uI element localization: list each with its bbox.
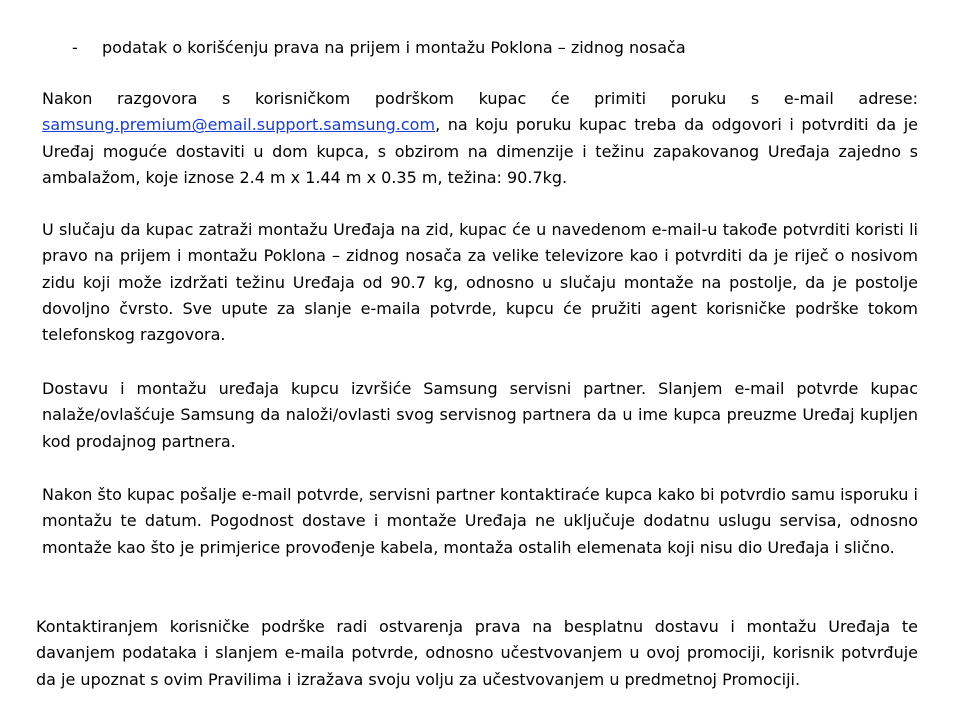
paragraph1-text-start: Nakon razgovora s korisničkom podrškom kupac će primiti poruku s e-mail adrese: bbox=[42, 89, 918, 108]
email-link[interactable]: samsung.premium@email.support.samsung.com bbox=[42, 115, 436, 135]
paragraph-delivery: Dostavu i montažu uređaja kupcu izvršiće Samsung servisni partner. Slanjem e-mail potvrde kupac nalaže/ovlašćuje Samsung da naloži/ovlasti svog servisnog partnera da u ime kupca preuzme Uređaj kupljen kod prodajnog partnera. bbox=[42, 379, 918, 451]
paragraph-consent: Kontaktiranjem korisničke podrške radi ostvarenja prava na besplatnu dostavu i montažu Uređaja te davanjem podataka i slanjem e-maila potvrde, odnosno učestvovanjem u ovoj promociji, korisnik potvrđuje da je upoznat s ovim Pravilima i izražava svoju volju za učestvovanjem u predmetnoj Promociji. bbox=[36, 617, 918, 689]
bullet-text: podatak o korišćenju prava na prijem i montažu Poklona – zidnog nosača bbox=[102, 38, 686, 57]
bullet-item bbox=[72, 36, 686, 60]
paragraph-contact-support bbox=[42, 86, 918, 191]
paragraph-wall-mount: U slučaju da kupac zatraži montažu Uređaja na zid, kupac će u navedenom e-mail-u takođe potvrditi koristi li pravo na prijem i montažu Poklona – zidnog nosača za velike televizore kao i potvrditi da je riječ o nosivom zidu koji može izdržati težinu Uređaja od 90.7 kg, odnosno u slučaju montaže na postolje, da je postolje dovoljno čvrsto. Sve upute za slanje e-maila potvrde, kupcu će pružiti agent korisničke podrške tokom telefonskog razgovora. bbox=[42, 220, 918, 345]
paragraph1-text-end: , na koju poruku kupac treba da odgovori i potvrditi da je Uređaj moguće dostaviti u dom kupca, s obzirom na dimenzije i težinu zapakovanog Uređaja zajedno s ambalažom, koje iznose 2.4 m x 1.44 m x 0.35 m, težina: 90.7kg. bbox=[42, 115, 918, 187]
paragraph-service-partner: Nakon što kupac pošalje e-mail potvrde, servisni partner kontaktiraće kupca kako bi potvrdio samu isporuku i montažu te datum. Pogodnost dostave i montaže Uređaja ne uključuje dodatnu uslugu servisa, odnosno montaže kao što je primjerice provođenje kabela, montaža ostalih elemenata koji nisu dio Uređaja i slično. bbox=[42, 485, 918, 557]
bullet-dash: - bbox=[72, 38, 78, 57]
